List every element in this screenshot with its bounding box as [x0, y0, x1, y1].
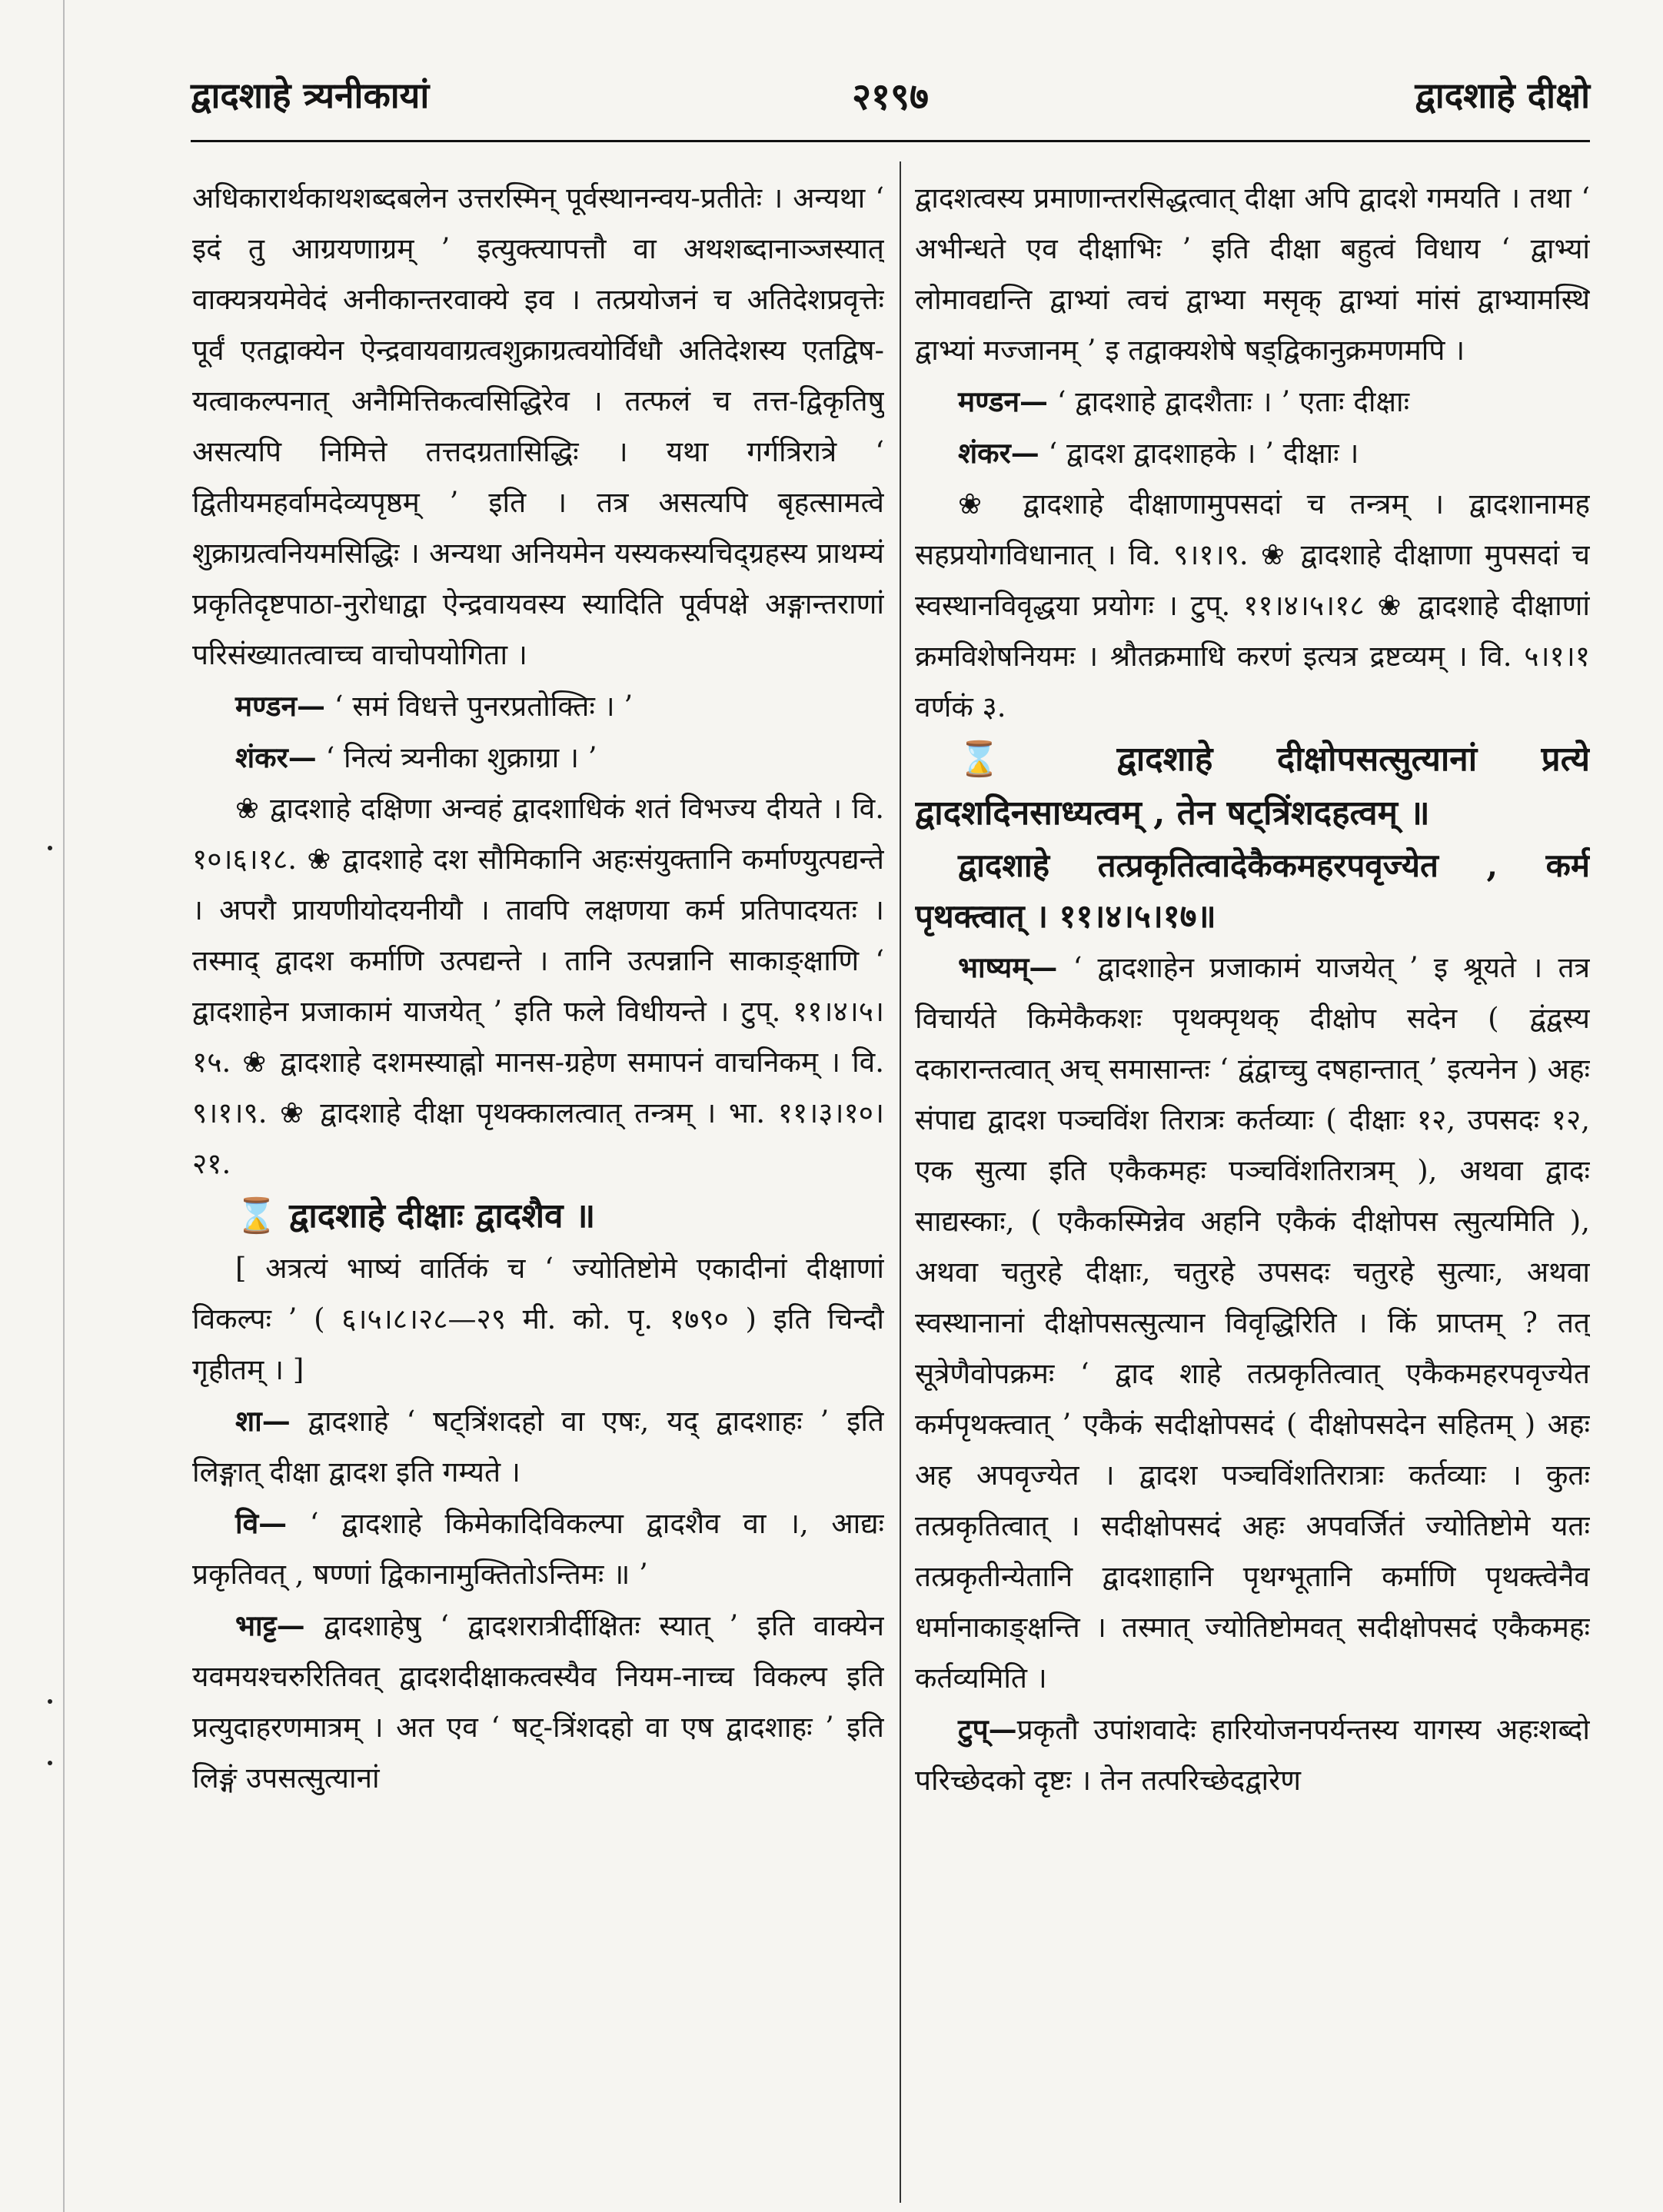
shankar-quote — [915, 427, 1590, 479]
left-column — [192, 173, 884, 2203]
mandan-label: मण्डन— — [958, 384, 1049, 418]
bhashya-text: ‘ द्वादशाहेन प्रजाकामं याजयेत् ’ इ श्रूयते । तत्र विचार्यते किमेकैकशः पृथक्पृथक् दीक्षोप सदेन ( द्वंद्वस्य दकारान्तत्वात् अच् समासान्तः ‘ द्वंद्वाच्चु दषहान्तात् ’ इत्यनेन ) अहः संपाद्य द्वादश पञ्चविंश तिरात्रः कर्तव्याः ( दीक्षाः १२, उपसदः १२, एक सुत्या इति एकैकमहः पञ्चविंशतिरात्रम् ), अथवा द्वादः साद्यस्काः, ( एकैकस्मिन्नेव अहनि एकैकं दीक्षोपस त्सुत्यमिति ), अथवा चतुरहे दीक्षाः, चतुरहे उपसदः चतुरहे सुत्याः, अथवा स्वस्थानानां दीक्षोपसत्सुत्यान विवृद्धिरिति । किं प्राप्तम् ? तत् सूत्रेणैवोपक्रमः ‘ द्वाद शाहे तत्प्रकृतित्वात् एकैकमहरपवृज्येत कर्मपृथक्त्वात् ’ एकैकं सदीक्षोपसदं ( दीक्षोपसदेन सहितम् ) अहः अह अपवृज्येत । द्वादश पञ्चविंशतिरात्राः कर्तव्याः । कुतः तत्प्रकृतित्वात् । सदीक्षोपसदं अहः अपवर्जितं ज्योतिष्टोमे यतः तत्प्रकृतीन्येतानि द्वादशाहानि पृथग्भूतानि कर्माणि पृथक्त्वेनैव धर्मानाकाङ्क्षन्ति । तस्मात् ज्योतिष्टोमवत् सदीक्षोपसदं एकैकमहः कर्तव्यमिति । — [915, 951, 1590, 1695]
scan-mark — [48, 1761, 52, 1765]
vi-text: ‘ द्वादशाहे किमेकादिविकल्पा द्वादशैव वा ।, आद्यः प्रकृतिवत् , षण्णां द्विकानामुक्तितोऽन्तिमः ॥ ’ — [192, 1507, 884, 1591]
shankar-text: ‘ नित्यं त्र्यनीका शुक्राग्रा । ’ — [325, 741, 597, 774]
sutra-text: द्वादशाहे तत्प्रकृतित्वादेकैकमहरपवृज्येत , कर्म पृथक्त्वात् । ११।४।५।१७॥ — [915, 847, 1590, 935]
bhatt-quote — [192, 1600, 884, 1804]
vi-label: वि— — [235, 1506, 288, 1540]
page-number: २१९७ — [852, 75, 929, 118]
paragraph: ❀ द्वादशाहे दक्षिणा अन्वहं द्वादशाधिकं शतं विभज्य दीयते । वि. १०।६।१८. ❀ द्वादशाहे दश सौमिकानि अहःसंयुक्तानि कर्माण्युत्पद्यन्ते । अपरौ प्रायणीयोदयनीयौ । तावपि लक्षणया कर्म प्रतिपादयतः । तस्माद् द्वादश कर्माणि उत्पद्यन्ते । तानि उत्पन्नानि साकाङ्क्षाणि ‘ द्वादशाहेन प्रजाकामं याजयेत् ’ इति फले विधीयन्ते । टुप्. ११।४।५।१५. ❀ द्वादशाहे दशमस्याह्नो मानस-ग्रहेण समापनं वाचनिकम् । वि. ९।१।९. ❀ द्वादशाहे दीक्षा पृथक्कालत्वात् तन्त्रम् । भा. ११।३।१०।२१. — [192, 792, 884, 1180]
sha-label: शा— — [235, 1404, 291, 1438]
running-header — [191, 71, 1590, 125]
header-rule — [191, 140, 1590, 142]
tup-quote — [915, 1704, 1590, 1806]
right-column — [915, 173, 1590, 2203]
mandan-text: ‘ समं विधत्ते पुनरप्रतोक्तिः । ’ — [334, 690, 634, 723]
header-right-title: द्वादशाहे दीक्षो — [1415, 75, 1590, 116]
section-heading: ⌛ द्वादशाहे दीक्षाः द्वादशैव ॥ — [235, 1196, 596, 1236]
mandan-quote — [915, 376, 1590, 427]
paragraph: द्वादशत्वस्य प्रमाणान्तरसिद्धत्वात् दीक्षा अपि द्वादशे गमयति । तथा ‘ अभीन्धते एव दीक्षाभिः ’ इति दीक्षा बहुत्वं विधाय ‘ द्वाभ्यां लोमावद्यन्ति द्वाभ्यां त्वचं द्वाभ्या मसृक् द्वाभ्यां मांसं द्वाभ्यामस्थि द्वाभ्यां मज्जानम् ’ इ तद्वाक्यशेषे षड्द्विकानुक्रमणमपि । — [915, 181, 1590, 367]
bracket-note: [ अत्रत्यं भाष्यं वार्तिकं च ‘ ज्योतिष्टोमे एकादीनां दीक्षाणां विकल्पः ’ ( ६।५।८।२८—२९ मी. को. पृ. १७९० ) इति चिन्दौ गृहीतम् । ] — [192, 1252, 884, 1386]
mandan-quote — [192, 680, 884, 732]
vi-quote — [192, 1498, 884, 1600]
bhatt-text: द्वादशाहेषु ‘ द्वादशरात्रीर्दीक्षितः स्यात् ’ इति वाक्येन यवमयश्चरुरितिवत् द्वादशदीक्षाकत्वस्यैव नियम-नाच्च विकल्प इति प्रत्युदाहरणमात्रम् । अत एव ‘ षट्-त्रिंशदहो वा एष द्वादशाहः ’ इति लिङ्गं उपसत्सुत्यानां — [192, 1609, 884, 1795]
mandan-label: मण्डन— — [235, 689, 326, 723]
shankar-text: ‘ द्वादश द्वादशाहके । ’ दीक्षाः । — [1048, 437, 1359, 470]
section-heading: ⌛ द्वादशाहे दीक्षोपसत्सुत्यानां प्रत्ये द्वादशदिनसाध्यत्वम् , तेन षट्त्रिंशदहत्वम् ॥ — [915, 740, 1590, 833]
mandan-text: ‘ द्वादशाहे द्वादशैताः । ’ एताः दीक्षाः — [1056, 385, 1410, 418]
bhashya-label: भाष्यम्— — [958, 950, 1058, 984]
tup-text: प्रकृतौ उपांशवादेः हारियोजनपर्यन्तस्य यागस्य अहःशब्दो परिच्छेदको दृष्टः । तेन तत्परिच्छेदद्वारेण — [915, 1713, 1590, 1797]
scan-edge-line — [63, 0, 65, 2212]
paragraph: अधिकारार्थकाथशब्दबलेन उत्तरस्मिन् पूर्वस्थानन्वय-प्रतीतेः । अन्यथा ‘ इदं तु आग्रयणाग्रम् ’ इत्युक्त्यापत्तौ वा अथशब्दानाञ्जस्यात् वाक्यत्रयमेवेदं अनीकान्तरवाक्ये इव । तत्प्रयोजनं च अतिदेशप्रवृत्तेः पूर्वं एतद्वाक्येन ऐन्द्रवायवाग्रत्वशुक्राग्रत्वयोर्विधौ अतिदेशस्य एतद्विष-यत्वाकल्पनात् अनैमित्तिकत्वसिद्धिरेव । तत्फलं च तत्त-द्विकृतिषु असत्यपि निमित्ते तत्तदग्रतासिद्धिः । यथा गर्गत्रिरात्रे ‘ द्वितीयमहर्वामदेव्यपृष्ठम् ’ इति । तत्र असत्यपि बृहत्सामत्वे शुक्राग्रत्वनियमसिद्धिः । अन्यथा अनियमेन यस्यकस्यचिद्ग्रहस्य प्राथम्यं प्रकृतिदृष्टपाठा-नुरोधाद्वा ऐन्द्रवायवस्य स्यादिति पूर्वपक्षे अङ्गान्तराणां परिसंख्यातत्वाच्च वाचोपयोगिता । — [192, 181, 884, 671]
sha-text: द्वादशाहे ‘ षट्त्रिंशदहो वा एषः, यद् द्वादशाहः ’ इति लिङ्गात् दीक्षा द्वादश इति गम्यते । — [192, 1405, 884, 1489]
sha-quote — [192, 1395, 884, 1498]
header-left-title: द्वादशाहे त्र्यनीकायां — [191, 75, 430, 116]
column-divider — [900, 161, 901, 2203]
shankar-label: शंकर— — [235, 740, 317, 774]
bhashya-quote — [915, 942, 1590, 1704]
tup-label: टुप्— — [958, 1712, 1017, 1746]
scan-mark — [48, 846, 52, 850]
bhatt-label: भाट्ट— — [235, 1608, 305, 1642]
shankar-label: शंकर— — [958, 436, 1039, 470]
paragraph: ❀ द्वादशाहे दीक्षाणामुपसदां च तन्त्रम् । द्वादशानामह सहप्रयोगविधानात् । वि. ९।१।९. ❀ द्वादशाहे दीक्षाणा मुपसदां च स्वस्थानविवृद्धया प्रयोगः । टुप्. ११।४।५।१८ ❀ द्वादशाहे दीक्षाणां क्रमविशेषनियमः । श्रौतक्रमाधि करणं इत्यत्र द्रष्टव्यम् । वि. ५।१।१ वर्णकं ३. — [915, 487, 1590, 723]
shankar-quote — [192, 732, 884, 783]
scan-mark — [48, 1699, 52, 1704]
